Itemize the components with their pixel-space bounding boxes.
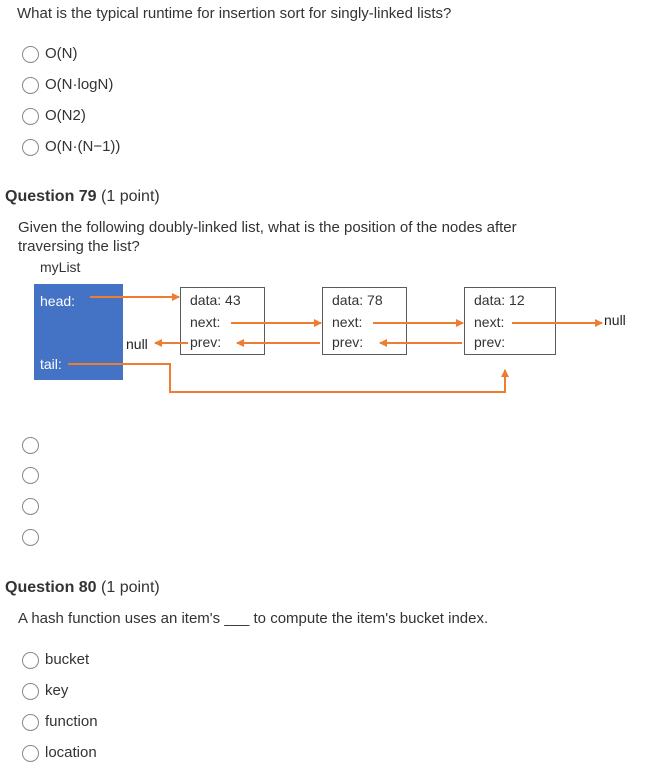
q80-prompt: A hash function uses an item's ___ to compute the item's bucket index. <box>18 610 489 627</box>
q79-prompt-line1: Given the following doubly-linked list, what is the position of the nodes after <box>18 219 517 236</box>
q79-prompt-line2: traversing the list? <box>18 238 140 255</box>
tail-arrow <box>68 364 505 392</box>
null-left: null <box>126 336 148 352</box>
q79-number: Question 79 <box>5 188 97 205</box>
q79-option-2-radio[interactable] <box>22 467 39 484</box>
q80-points: (1 point) <box>101 579 160 596</box>
head-label: head: <box>40 293 76 309</box>
node-1-next: next: <box>190 314 221 330</box>
q80-option-2-radio[interactable] <box>22 683 39 700</box>
q80-option-4-label[interactable]: location <box>45 744 97 761</box>
node-3-data: data: 12 <box>474 292 525 308</box>
q80-option-2-label[interactable]: key <box>45 682 69 699</box>
null-right: null <box>604 312 626 328</box>
q80-number: Question 80 <box>5 579 97 596</box>
q80-option-1-label[interactable]: bucket <box>45 651 90 668</box>
node-2-data: data: 78 <box>332 292 383 308</box>
q79-option-4-radio[interactable] <box>22 529 39 546</box>
node-1-data: data: 43 <box>190 292 241 308</box>
q80-option-1-radio[interactable] <box>22 652 39 669</box>
q78-prompt: What is the typical runtime for insertion sort for singly-linked lists? <box>17 5 452 22</box>
q78-option-1-label[interactable]: O(N) <box>45 45 78 62</box>
q78-option-4-label[interactable]: O(N·(N−1)) <box>45 138 121 155</box>
q78-option-1-radio[interactable] <box>22 46 39 63</box>
list-name: myList <box>40 259 81 275</box>
q80-header <box>5 579 160 597</box>
q78-option-3-radio[interactable] <box>22 108 39 125</box>
node-1-prev: prev: <box>190 334 222 350</box>
node-2-next: next: <box>332 314 363 330</box>
q79-header <box>5 188 160 206</box>
q80-option-3-label[interactable]: function <box>45 713 98 730</box>
node-3-next: next: <box>474 314 505 330</box>
tail-label: tail: <box>40 356 62 372</box>
q78-option-2-label[interactable]: O(N·logN) <box>45 76 114 93</box>
q79-option-3-radio[interactable] <box>22 498 39 515</box>
node-3-prev: prev: <box>474 334 506 350</box>
q78-option-4-radio[interactable] <box>22 139 39 156</box>
q78-option-2-radio[interactable] <box>22 77 39 94</box>
q79-points: (1 point) <box>101 188 160 205</box>
node-2-prev: prev: <box>332 334 364 350</box>
q78-option-3-label[interactable]: O(N2) <box>45 107 86 124</box>
q80-option-3-radio[interactable] <box>22 714 39 731</box>
q80-option-4-radio[interactable] <box>22 745 39 762</box>
q79-option-1-radio[interactable] <box>22 437 39 454</box>
